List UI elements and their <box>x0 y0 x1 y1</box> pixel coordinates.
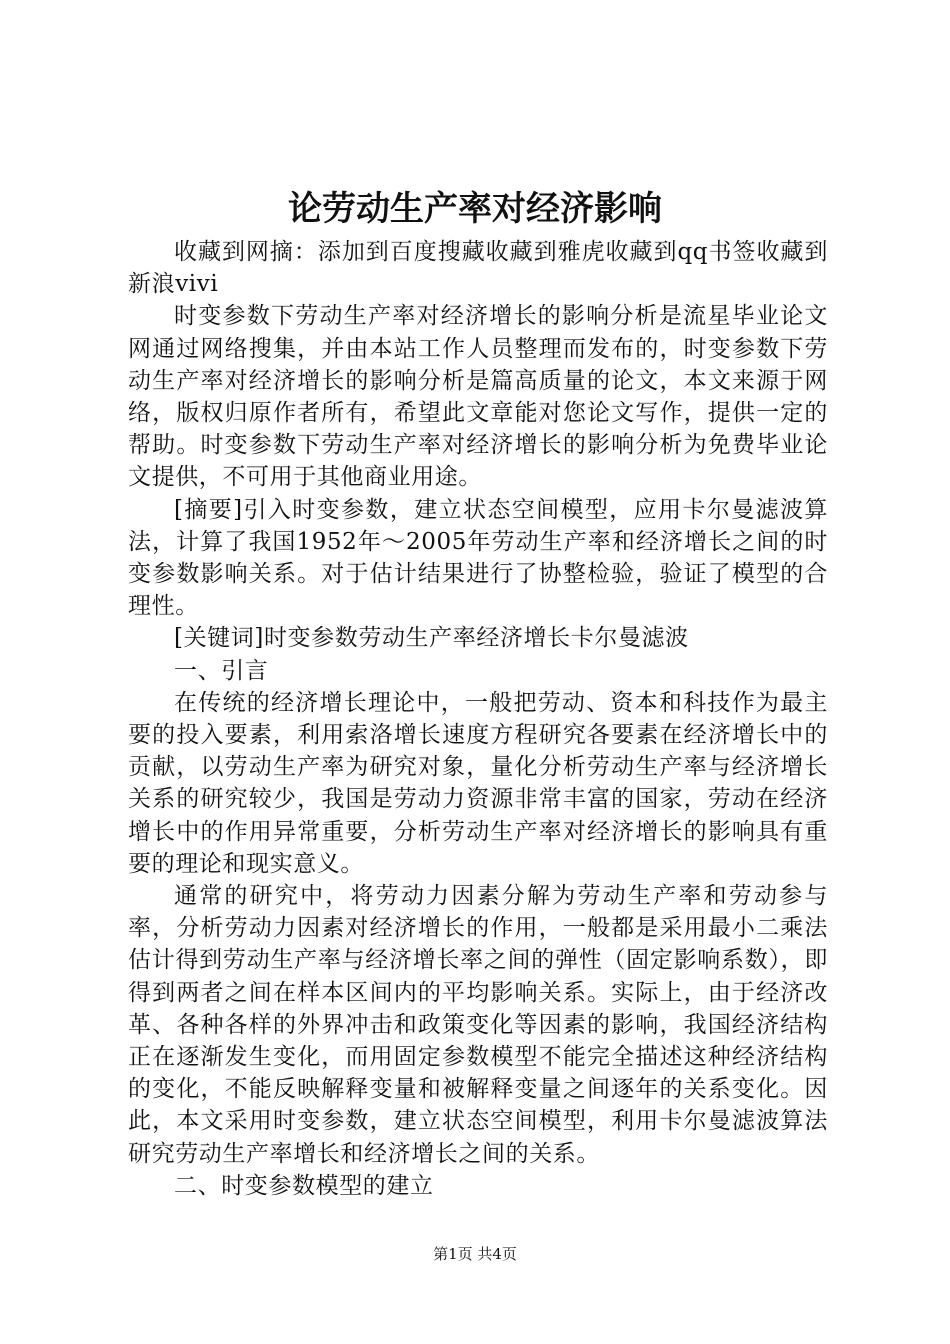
document-title: 论劳动生产率对经济影响 <box>288 189 662 229</box>
paragraph-introduction-2: 通常的研究中，将劳动力因素分解为劳动生产率和劳动参与率，分析劳动力因素对经济增长的作用，一般都是采用最小二乘法估计得到劳动生产率与经济增长率之间的弹性（固定影响系数），即得到两者之间在样本区间内的平均影响关系。实际上，由于经济改革、各种各样的外界冲击和政策变化等因素的影响，我国经济结构正在逐渐发生变化，而用固定参数模型不能完全描述这种经济结构的变化，不能反映解释变量和被解释变量之间逐年的关系变化。因此，本文采用时变参数，建立状态空间模型，利用卡尔曼滤波算法研究劳动生产率增长和经济增长之间的关系。 <box>128 883 828 1167</box>
document-body <box>128 236 828 1202</box>
paragraph-source-note: 时变参数下劳动生产率对经济增长的影响分析是流星毕业论文网通过网络搜集，并由本站工作人员整理而发布的，时变参数下劳动生产率对经济增长的影响分析是篇高质量的论文，本文来源于网络，版权归原作者所有，希望此文章能对您论文写作，提供一定的帮助。时变参数下劳动生产率对经济增长的影响分析为免费毕业论文提供，不可用于其他商业用途。 <box>128 303 828 491</box>
paragraph-introduction-1: 在传统的经济增长理论中，一般把劳动、资本和科技作为最主要的投入要素，利用索洛增长速度方程研究各要素在经济增长中的贡献，以劳动生产率为研究对象，量化分析劳动生产率与经济增长关系的研究较少，我国是劳动力资源非常丰富的国家，劳动在经济增长中的作用异常重要，分析劳动生产率对经济增长的影响具有重要的理论和现实意义。 <box>128 689 828 877</box>
section-heading-model: 二、时变参数模型的建立 <box>174 1172 434 1199</box>
paragraph-keywords: [关键词]时变参数劳动生产率经济增长卡尔曼滤波 <box>174 625 689 652</box>
paragraph-bookmark-links: 收藏到网摘：添加到百度搜藏收藏到雅虎收藏到qq书签收藏到新浪vivi <box>128 239 828 298</box>
page-number-footer: 第1页 共4页 <box>433 1245 517 1263</box>
section-heading-introduction: 一、引言 <box>174 657 269 684</box>
paragraph-abstract: [摘要]引入时变参数，建立状态空间模型，应用卡尔曼滤波算法，计算了我国1952年～2005年劳动生产率和经济增长之间的时变参数影响关系。对于估计结果进行了协整检验，验证了模型的合理性。 <box>128 496 828 620</box>
